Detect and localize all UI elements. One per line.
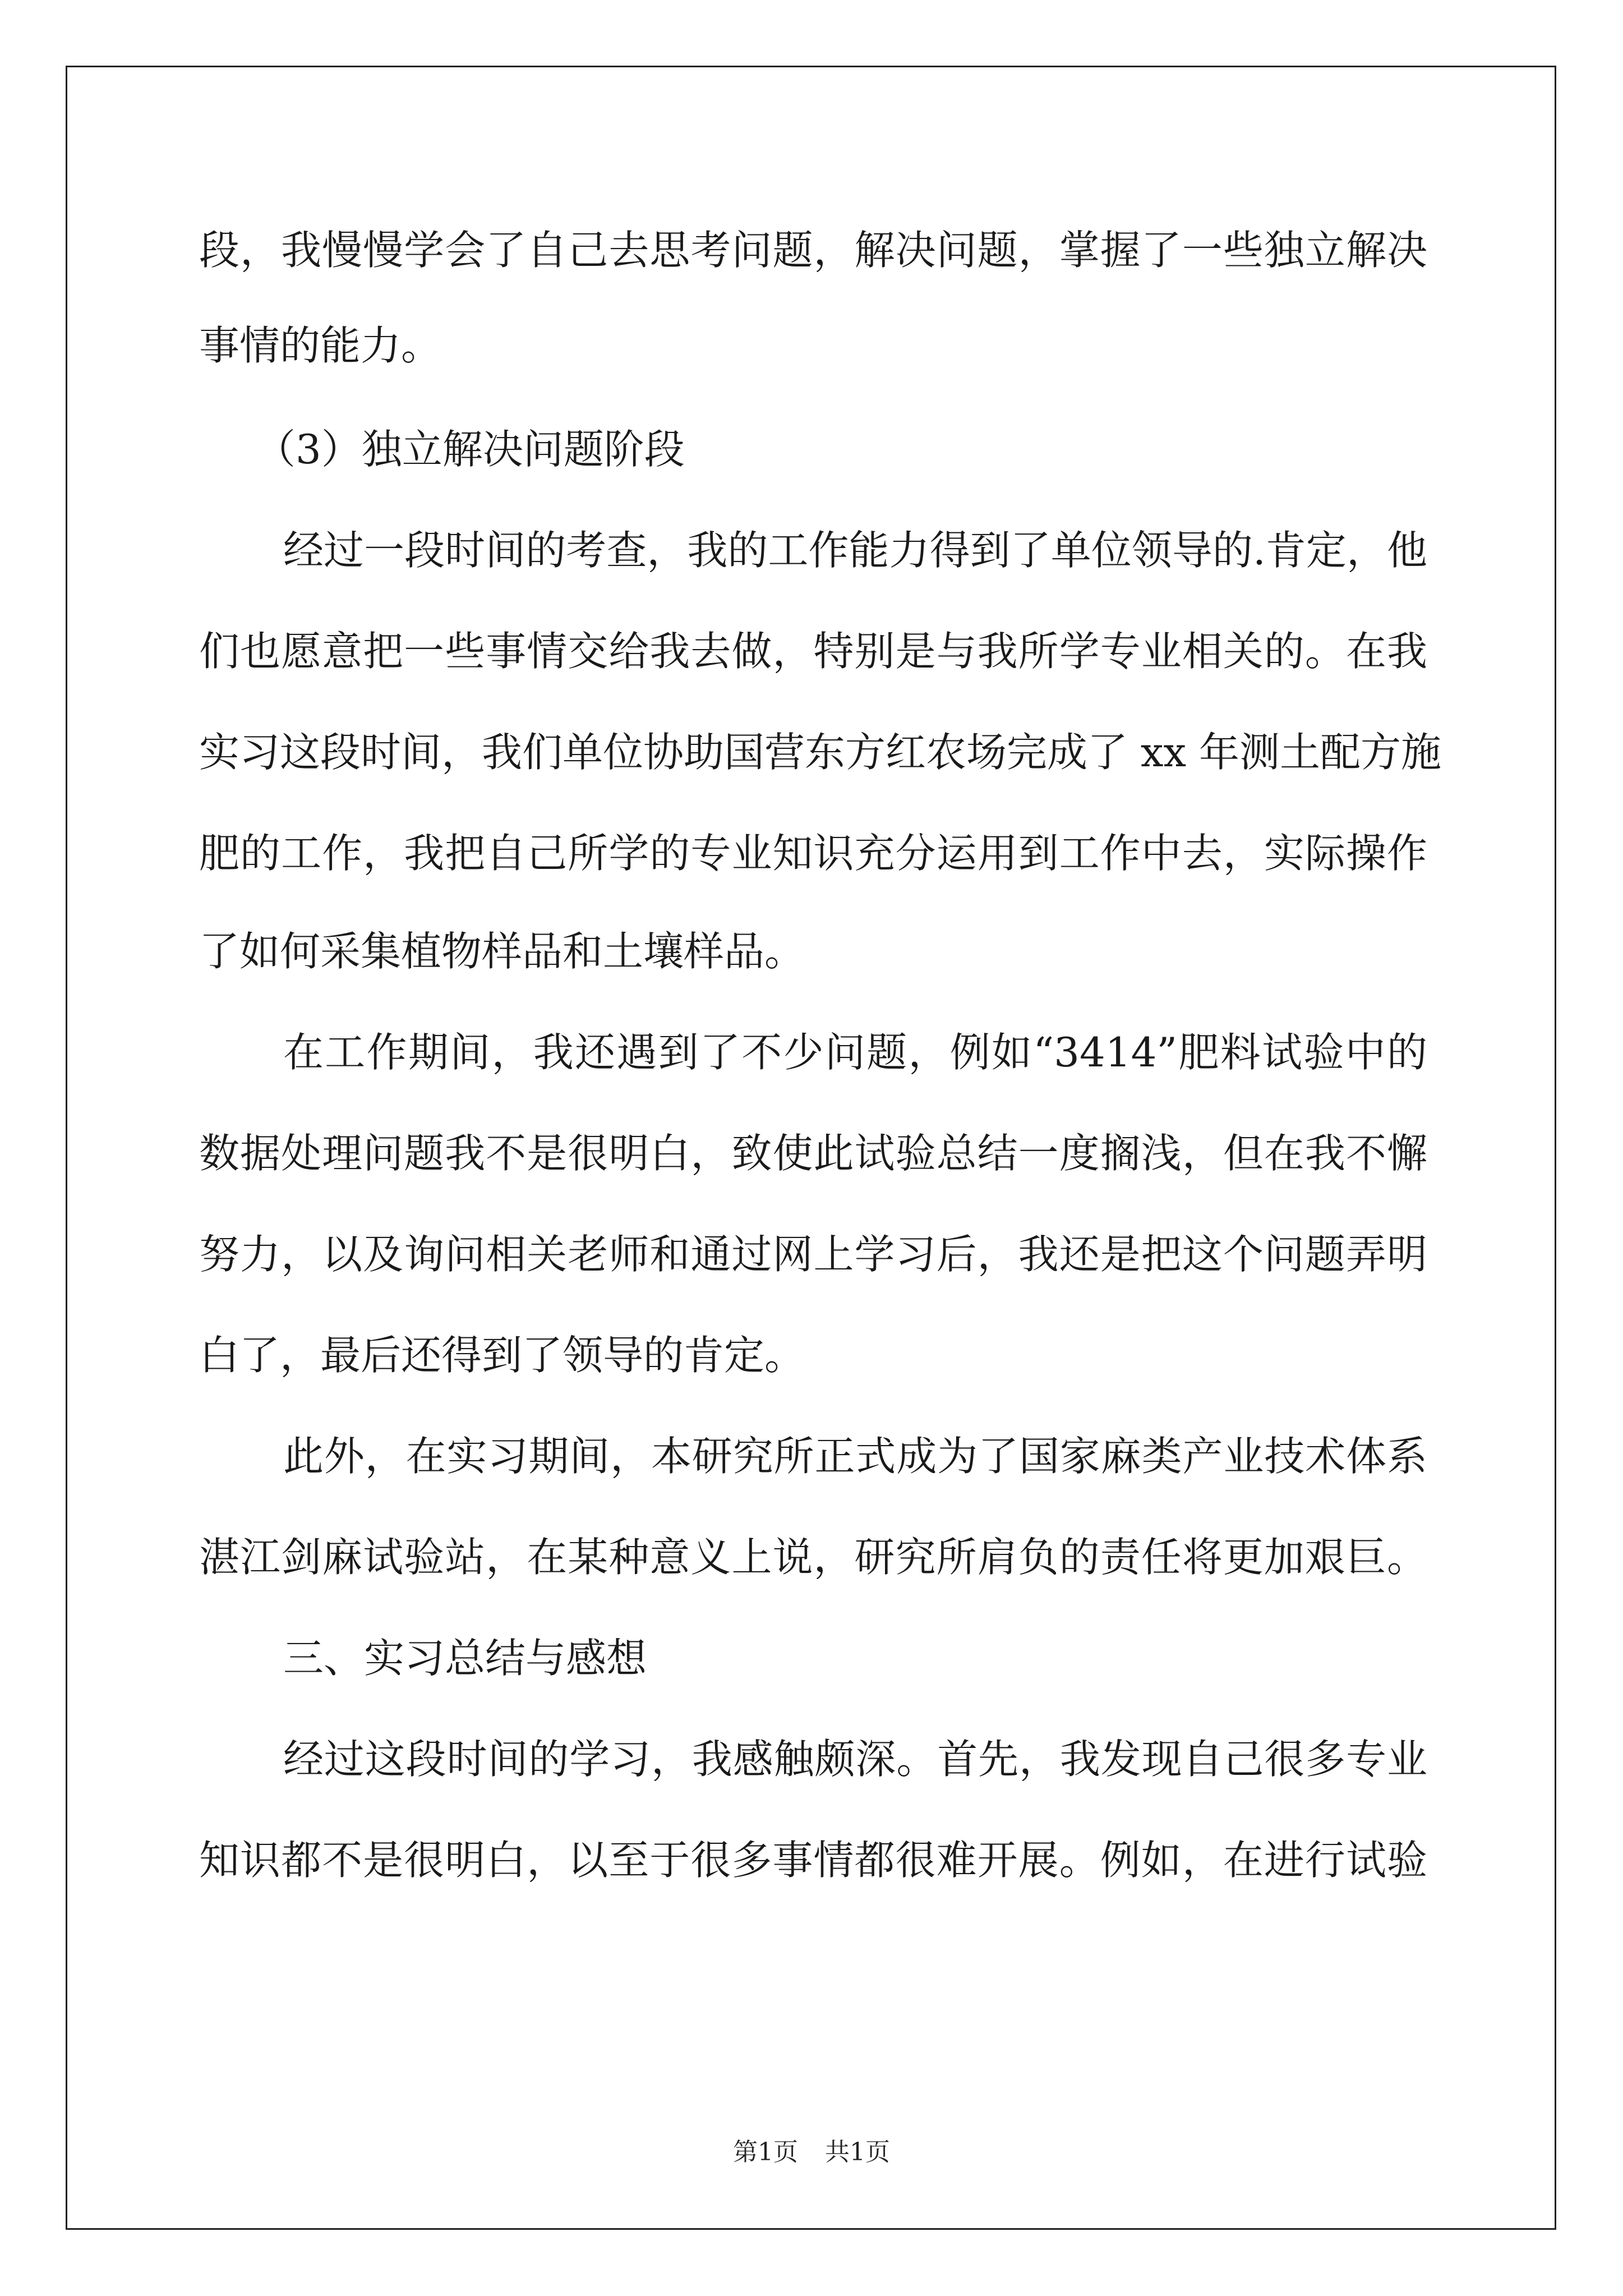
page-number-current: 第1页 — [733, 2138, 798, 2166]
text-line: 段，我慢慢学会了自己去思考问题，解决问题，掌握了一些独立解决 — [199, 227, 1427, 274]
section-heading: 三、实习总结与感想 — [283, 1635, 647, 1682]
text-line: 湛江剑麻试验站，在某种意义上说，研究所肩负的责任将更加艰巨。 — [199, 1534, 1427, 1581]
page-footer — [0, 2132, 1623, 2168]
text-line: 们也愿意把一些事情交给我去做，特别是与我所学专业相关的。在我 — [199, 628, 1427, 675]
text-line: 此外，在实习期间，本研究所正式成为了国家麻类产业技术体系 — [283, 1433, 1427, 1480]
text-line: 在工作期间，我还遇到了不少问题，例如“3414”肥料试验中的 — [283, 1029, 1427, 1076]
text-line: 努力，以及询问相关老师和通过网上学习后，我还是把这个问题弄明 — [199, 1231, 1427, 1278]
text-line: 白了，最后还得到了领导的肯定。 — [199, 1332, 805, 1379]
text-line: 实习这段时间，我们单位协助国营东方红农场完成了 xx 年测土配方施 — [199, 729, 1441, 776]
page-number-total: 共1页 — [825, 2138, 890, 2166]
text-line: 经过这段时间的学习，我感触颇深。首先，我发现自己很多专业 — [283, 1736, 1427, 1783]
section-subheading: （3）独立解决问题阶段 — [255, 426, 685, 473]
text-line: 经过一段时间的考查，我的工作能力得到了单位领导的.肯定，他 — [283, 527, 1427, 574]
text-line: 了如何采集植物样品和土壤样品。 — [199, 928, 805, 975]
text-line: 知识都不是很明白，以至于很多事情都很难开展。例如，在进行试验 — [199, 1837, 1427, 1884]
text-line: 事情的能力。 — [199, 322, 442, 369]
text-line: 肥的工作，我把自己所学的专业知识充分运用到工作中去，实际操作 — [199, 830, 1427, 877]
text-line: 数据处理问题我不是很明白，致使此试验总结一度搁浅，但在我不懈 — [199, 1130, 1427, 1177]
